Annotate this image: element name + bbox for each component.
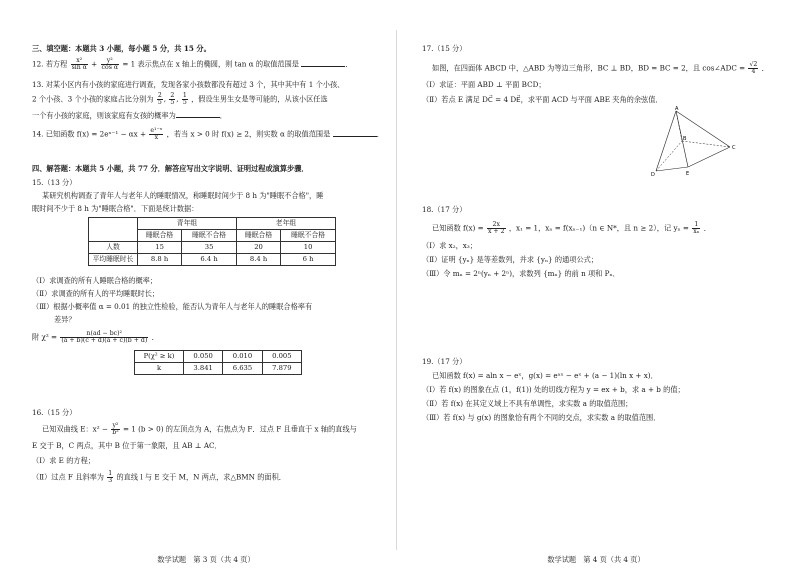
header-old-group: 老年组 (236, 218, 335, 230)
page-4 (404, 0, 788, 579)
answer-blank (301, 60, 345, 67)
page-footer: 数学试题 第 4 页（共 4 页） (547, 555, 645, 565)
vertex-b-label: B (683, 136, 687, 142)
question-19-header: 19.（17 分） (422, 357, 467, 366)
question-15-line-2: 眠时间不少于 8 h 为"睡眠合格"．下面是统计数据： (32, 204, 199, 213)
question-16-line-1: 已知双曲线 E：x² − $\frac{\text{y²}}{\text{b²}}$ = 1 (b > 0) 的左顶点为 A，右焦点为 F．过点 F 且垂直于 x 轴的直线与 (42, 422, 357, 437)
col-sleep-bad: 睡眠不合格 (281, 230, 336, 242)
question-14: 14. 已知函数 f(x) = 2eˣ⁻¹ − αx + $\frac{\text{e¹⁻ˣ}}{x}$ ，若当 x > 0 时 f(x) ≥ 2，则实数 α 的取值范围是 ． (32, 127, 384, 142)
sleep-data-table (88, 217, 336, 266)
question-18-header: 18.（17 分） (422, 205, 467, 214)
vertex-d-label: D (651, 172, 655, 178)
fraction: $\frac{\text{e¹⁻ˣ}}{x}$ (150, 127, 163, 142)
tetrahedron-figure (648, 105, 738, 185)
question-15-part-2: （Ⅱ）求调查的所有人的平均睡眠时长； (32, 289, 160, 298)
header-young-group: 青年组 (138, 218, 237, 230)
fraction: $\frac{√2}{4}$ (749, 61, 758, 76)
answer-blank (176, 111, 220, 118)
page-3 (14, 0, 398, 579)
question-15-part-3: （Ⅲ）根据小概率值 α = 0.01 的独立性检验，能否认为青年人与老年人的睡眠合格率有 (32, 302, 313, 311)
question-19-line-1: 已知函数 f(x) = aln x − eˣ，g(x) = eᵃˣ − eˣ + (a − 1)(ln x + x)． (432, 371, 658, 380)
vertex-c-label: C (732, 145, 736, 151)
fraction: $\frac{\text{y²}}{\text{b²}}$ (112, 422, 119, 437)
table-row: k 3.841 6.635 7.879 (135, 363, 302, 375)
vertex-e-label: E (686, 171, 690, 177)
question-17-part-2: （Ⅱ）若点 E 满足 DC⃗ = 4 DE⃗，求平面 ACD 与平面 ABE 夹角的余弦值． (422, 95, 663, 104)
col-sleep-ok: 睡眠合格 (138, 230, 182, 242)
col-sleep-bad: 睡眠不合格 (182, 230, 237, 242)
fraction: $\frac{1}{\text{xₙ}}$ (693, 221, 700, 236)
chi-square-critical-table (134, 350, 302, 375)
page-footer: 数学试题 第 3 页（共 4 页） (157, 555, 255, 565)
question-18-line-1: 已知函数 f(x) = $\frac{2x}{x + 2}$ ，x₁ = 1，xₙ = f(xₙ₋₁)（n ∈ N*，且 n ≥ 2），记 yₙ = $\frac{1}{\text{xₙ}}$ ． (432, 221, 711, 236)
question-19-part-1: （Ⅰ）若 f(x) 的图象在点 (1，f(1)) 处的切线方程为 y = ex + b，求 a + b 的值； (422, 385, 685, 394)
fraction: $\frac{1}{5}$ (182, 92, 187, 107)
tetrahedron-diagram (648, 105, 738, 185)
solution-section-header: 四、解答题：本题共 5 小题，共 77 分．解答应写出文字说明、证明过程或演算步骤． (32, 164, 309, 173)
question-19-part-2: （Ⅱ）若 f(x) 在其定义域上不具有单调性，求实数 a 的取值范围； (422, 399, 633, 408)
question-19-part-3: （Ⅲ）若 f(x) 与 g(x) 的图象恰有两个不同的交点，求实数 a 的取值范围． (422, 413, 661, 422)
table-row: P(χ² ≥ k) 0.050 0.010 0.005 (135, 351, 302, 363)
question-15-part-3-cont: 差异？ (54, 315, 76, 324)
question-16-line-2: E 交于 B，C 两点，其中 B 位于第一象限，且 AB ⊥ AC． (32, 441, 222, 450)
answer-blank (333, 130, 377, 137)
col-sleep-ok: 睡眠合格 (236, 230, 280, 242)
question-13-line-2: 2 个小孩、3 个小孩的家庭占比分别为 $\frac{2}{5}$ , $\frac{2}{5}$ , $\frac{1}{5}$ ，假设生男生女是等可能的，从该小区任选 (32, 92, 328, 107)
question-17-part-1: （Ⅰ）求证：平面 ABD ⊥ 平面 BCD； (422, 80, 546, 89)
question-16-part-1: （Ⅰ）求 E 的方程； (32, 456, 95, 465)
question-18-part-1: （Ⅰ）求 x₂，x₃； (422, 241, 477, 250)
question-18-part-2: （Ⅱ）证明 {yₙ} 是等差数列，并求 {yₙ} 的通项公式； (422, 255, 599, 264)
question-12: 12. 若方程 $\frac{\text{x²}}{\text{sin α}}$ + $\frac{\text{y²}}{\text{cos α}}$ = 1 表示焦点在 x 轴上的椭圆，则 tan α 的取值范围是 ． (32, 57, 353, 72)
question-16-part-2: （Ⅱ）过点 F 且斜率为 $\frac{1}{3}$ 的直线 l 与 E 交于 M，N 两点，求△BMN 的面积． (32, 470, 286, 485)
chi-square-formula: 附 χ² = $\frac{\text{n(ad − bc)²}}{(a + b)(c + d)(a + c)(b + d)}$ ． (32, 330, 159, 345)
fraction: $\frac{2}{5}$ (157, 92, 162, 107)
question-15-part-1: （Ⅰ）求调查的所有人睡眠合格的概率； (32, 276, 158, 285)
question-16-header: 16.（15 分） (32, 408, 77, 417)
question-17-header: 17.（15 分） (422, 44, 467, 53)
question-13-line-3: 一个有小孩的家庭，则该家庭有女孩的概率为 ． (32, 111, 227, 120)
fraction: $\frac{\text{n(ad − bc)²}}{(a + b)(c + d)(a + c)(b + d)}$ (61, 330, 148, 345)
question-13-line-1: 13. 对某小区内有小孩的家庭进行调查，发现各家小孩数都没有超过 3 个，其中其中有 1 个小孩、 (32, 80, 345, 89)
question-17-line-1: 如图，在四面体 ABCD 中，△ABD 为等边三角形，BC ⊥ BD，BD = BC = 2，且 cos∠ADC = $\frac{√2}{4}$ ． (432, 61, 769, 76)
fraction: $\frac{2x}{x + 2}$ (487, 221, 505, 236)
vertex-a-label: A (675, 106, 679, 112)
fraction: $\frac{1}{3}$ (108, 470, 113, 485)
question-15-line-1: 某研究机构调查了青年人与老年人的睡眠情况，称睡眠时间少于 8 h 为"睡眠不合格"，睡 (42, 191, 324, 200)
table-row: 人数 15 35 20 10 (89, 242, 336, 254)
fraction: $\frac{2}{5}$ (170, 92, 175, 107)
question-18-part-3: （Ⅲ）令 mₙ = 2ⁿ(yₙ + 2ⁿ)，求数列 {mₙ} 的前 n 项和 Pₙ． (422, 269, 620, 278)
question-15-header: 15.（13 分） (32, 178, 77, 187)
fraction: $\frac{\text{y²}}{\text{cos α}}$ (101, 57, 119, 72)
fraction: $\frac{\text{x²}}{\text{sin α}}$ (71, 57, 87, 72)
fill-in-section-header: 三、填空题：本题共 3 小题，每小题 5 分，共 15 分。 (32, 44, 211, 53)
table-row: 平均睡眠时长 8.8 h 6.4 h 8.4 h 6 h (89, 254, 336, 266)
